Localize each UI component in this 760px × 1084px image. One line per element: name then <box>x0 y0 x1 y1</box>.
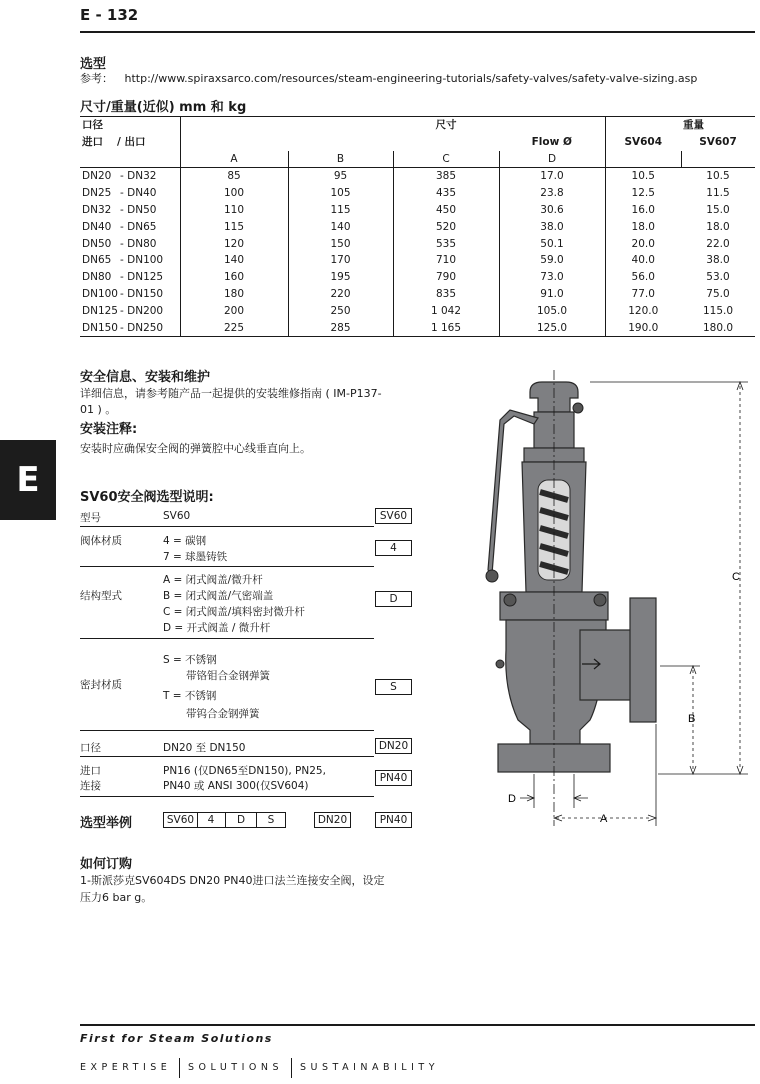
h-b: B <box>288 151 393 168</box>
h-a: A <box>180 151 288 168</box>
conn-value-1: PN16 (仅DN65至DN150), PN25, <box>163 765 326 777</box>
cell-d: 38.0 <box>499 219 605 236</box>
rule-6 <box>80 796 374 797</box>
cell-inlet: DN20 <box>82 170 112 183</box>
order-line1: 1-斯派莎克SV604DS DN20 PN40进口法兰连接安全阀，设定 <box>80 874 385 887</box>
example-box-6: PN40 <box>375 812 412 828</box>
cell-b: 250 <box>288 303 393 320</box>
cell-w1: 120.0 <box>605 303 681 320</box>
model-box: SV60 <box>375 508 412 524</box>
order-title: 如何订购 <box>80 857 133 872</box>
footer-separator <box>179 1058 180 1078</box>
cell-inlet: DN40 <box>82 220 112 233</box>
bolt <box>594 594 606 606</box>
example-box-2: 4 <box>197 812 226 828</box>
safety-text-line2: 01 ) 。 <box>80 403 117 416</box>
cell-w2: 38.0 <box>706 254 730 267</box>
cell-b: 105 <box>288 185 393 202</box>
cell-w1: 40.0 <box>605 252 681 269</box>
cell-c: 520 <box>393 219 499 236</box>
cell-c: 1 042 <box>393 303 499 320</box>
bolt <box>496 660 504 668</box>
cell-d: 30.6 <box>499 202 605 219</box>
cell-w2: 18.0 <box>706 220 730 233</box>
footer-tagline: First for Steam Solutions <box>80 1032 273 1045</box>
cell-w2: 22.0 <box>706 237 730 250</box>
dims-header-row-2 <box>80 134 755 151</box>
cell-w1: 190.0 <box>605 320 681 337</box>
cell-size <box>80 320 180 337</box>
cell-inlet: DN25 <box>82 187 112 200</box>
h-flow: Flow Ø <box>531 135 572 148</box>
cell-c: 790 <box>393 269 499 286</box>
seal-s2: 带铬钼合金钢弹簧 <box>186 670 270 682</box>
cell-w1: 56.0 <box>605 269 681 286</box>
cell-inlet: DN65 <box>82 254 112 267</box>
cell-a: 100 <box>180 185 288 202</box>
struct-d: D = 开式阀盖 / 微升杆 <box>163 622 271 634</box>
cell-c: 710 <box>393 252 499 269</box>
page-code: E - 132 <box>80 6 139 24</box>
footer-word-expertise: EXPERTISE <box>80 1062 172 1073</box>
model-value: SV60 <box>163 510 191 522</box>
h-d: D <box>499 151 605 168</box>
order-line2: 压力6 bar g。 <box>80 891 153 904</box>
bolt <box>504 594 516 606</box>
cell-c: 385 <box>393 168 499 185</box>
cell-a: 200 <box>180 303 288 320</box>
cell-w1: 12.5 <box>605 185 681 202</box>
size-label: 口径 <box>80 742 101 754</box>
body-label: 阀体材质 <box>80 535 122 547</box>
cell-w2: 15.0 <box>706 203 730 216</box>
section-tab: E <box>0 440 56 520</box>
h-dims: 尺寸 <box>435 119 457 131</box>
cell-inlet: DN150 <box>82 321 118 334</box>
cell-c: 1 165 <box>393 320 499 337</box>
lever-knob <box>486 570 498 582</box>
seal-t1: T = 不锈钢 <box>163 690 217 702</box>
dims-row <box>80 320 755 337</box>
cell-size <box>80 185 180 202</box>
rule-2 <box>80 566 374 567</box>
selection-ref <box>80 70 697 86</box>
cell-size <box>80 269 180 286</box>
label-b: B <box>688 713 696 725</box>
cell-outlet: - DN80 <box>120 237 157 250</box>
cell-a: 115 <box>180 219 288 236</box>
cell-outlet: - DN65 <box>120 220 157 233</box>
cell-size <box>80 168 180 185</box>
body-box: 4 <box>375 540 412 556</box>
seal-label: 密封材质 <box>80 679 122 691</box>
cell-inlet: DN125 <box>82 304 118 317</box>
cell-size <box>80 303 180 320</box>
cell-b: 220 <box>288 286 393 303</box>
footer-word-sustainability: SUSTAINABILITY <box>300 1062 440 1073</box>
cell-c: 450 <box>393 202 499 219</box>
cell-inlet: DN32 <box>82 203 112 216</box>
dim-c <box>590 382 748 774</box>
body-opt2: 7 = 球墨铸铁 <box>163 551 228 563</box>
cell-a: 140 <box>180 252 288 269</box>
cell-w2: 115.0 <box>702 304 734 317</box>
footer-separator <box>291 1058 292 1078</box>
ref-url[interactable]: http://www.spiraxsarco.com/resources/steam-engineering-tutorials/safety-valves/safety-valve-sizing.asp <box>124 72 698 85</box>
cell-d: 73.0 <box>499 269 605 286</box>
example-box-3: D <box>226 812 257 828</box>
struct-box: D <box>375 591 412 607</box>
rule-5 <box>80 756 374 757</box>
cell-a: 110 <box>180 202 288 219</box>
label-d: D <box>508 793 516 805</box>
struct-b: B = 闭式阀盖/气密端盖 <box>163 590 274 602</box>
cell-a: 225 <box>180 320 288 337</box>
cell-outlet: - DN40 <box>120 187 157 200</box>
cell-w1: 10.5 <box>605 168 681 185</box>
dims-row <box>80 303 755 320</box>
size-box: DN20 <box>375 738 412 754</box>
dims-row <box>80 269 755 286</box>
seal-t2: 带钨合金钢弹簧 <box>186 708 260 720</box>
cell-w2: 53.0 <box>706 271 730 284</box>
cell-outlet: - DN200 <box>120 304 164 317</box>
struct-label: 结构型式 <box>80 590 122 602</box>
cell-w2: 10.5 <box>706 170 730 183</box>
struct-c: C = 闭式阀盖/填料密封微升杆 <box>163 606 305 618</box>
bolt <box>573 403 583 413</box>
cell-w1: 18.0 <box>605 219 681 236</box>
model-label: 型号 <box>80 512 101 524</box>
cell-b: 285 <box>288 320 393 337</box>
example-box-1: SV60 <box>163 812 198 828</box>
cell-a: 160 <box>180 269 288 286</box>
dims-row <box>80 185 755 202</box>
dims-row <box>80 168 755 185</box>
cell-d: 105.0 <box>499 303 605 320</box>
cell-b: 140 <box>288 219 393 236</box>
cell-a: 180 <box>180 286 288 303</box>
cell-size <box>80 252 180 269</box>
cell-b: 150 <box>288 236 393 253</box>
cell-w1: 77.0 <box>605 286 681 303</box>
cell-inlet: DN100 <box>82 287 118 300</box>
dims-row <box>80 286 755 303</box>
cell-w2: 180.0 <box>702 321 734 334</box>
h-c: C <box>393 151 499 168</box>
h-size: 口径 <box>82 119 103 131</box>
cell-outlet: - DN32 <box>120 170 157 183</box>
cell-d: 50.1 <box>499 236 605 253</box>
order-text <box>80 872 384 906</box>
selection-title: 选型 <box>80 57 107 72</box>
body-opt1: 4 = 碳钢 <box>163 535 207 547</box>
dims-row <box>80 202 755 219</box>
conn-label-2: 连接 <box>80 780 101 792</box>
dims-row <box>80 236 755 253</box>
valve-outlet <box>580 630 634 700</box>
cell-c: 835 <box>393 286 499 303</box>
rule-3 <box>80 638 374 639</box>
dims-title: 尺寸/重量(近似) mm 和 kg <box>80 100 247 115</box>
rule-4 <box>80 730 374 731</box>
valve-outlet-flange <box>630 598 656 722</box>
cell-w2: 75.0 <box>706 287 730 300</box>
safety-title: 安全信息、安装和维护 <box>80 370 211 385</box>
conn-box: PN40 <box>375 770 412 786</box>
cell-outlet: - DN250 <box>120 321 164 334</box>
cell-outlet: - DN150 <box>120 287 164 300</box>
seal-box: S <box>375 679 412 695</box>
cell-outlet: - DN125 <box>120 271 164 284</box>
size-value: DN20 至 DN150 <box>163 742 246 754</box>
cell-w2: 11.5 <box>706 187 730 200</box>
dims-header-row-1 <box>80 117 755 134</box>
cell-c: 435 <box>393 185 499 202</box>
h-sv607: SV607 <box>699 135 737 148</box>
conn-value-2: PN40 或 ANSI 300(仅SV604) <box>163 780 309 792</box>
cell-a: 85 <box>180 168 288 185</box>
label-a: A <box>600 813 608 825</box>
cell-size <box>80 202 180 219</box>
cell-inlet: DN50 <box>82 237 112 250</box>
valve-drawing <box>430 370 756 830</box>
h-outlet: / 出口 <box>117 135 146 148</box>
example-box-5: DN20 <box>314 812 351 828</box>
cell-size <box>80 219 180 236</box>
selguide-title: SV60安全阀选型说明: <box>80 490 214 505</box>
cell-b: 195 <box>288 269 393 286</box>
example-box-4: S <box>257 812 286 828</box>
ref-label: 参考： <box>80 72 113 85</box>
dims-table <box>80 116 755 337</box>
cell-a: 120 <box>180 236 288 253</box>
cell-w1: 20.0 <box>605 236 681 253</box>
safety-text-line1: 详细信息，请参考随产品一起提供的安装维修指南 ( IM-P137- <box>80 387 382 400</box>
footer-rule <box>80 1024 755 1026</box>
rule-1 <box>80 526 374 527</box>
conn-label-1: 进口 <box>80 765 101 777</box>
h-sv604: SV604 <box>605 134 681 151</box>
cell-b: 95 <box>288 168 393 185</box>
cell-inlet: DN80 <box>82 271 112 284</box>
install-text: 安装时应确保安全阀的弹簧腔中心线垂直向上。 <box>80 442 311 455</box>
safety-text <box>80 386 420 418</box>
dims-row <box>80 219 755 236</box>
cell-d: 23.8 <box>499 185 605 202</box>
cell-outlet: - DN100 <box>120 254 164 267</box>
cell-w1: 16.0 <box>605 202 681 219</box>
cell-d: 91.0 <box>499 286 605 303</box>
h-weight: 重量 <box>683 119 704 131</box>
cell-outlet: - DN50 <box>120 203 157 216</box>
seal-s1: S = 不锈钢 <box>163 654 217 666</box>
cell-c: 535 <box>393 236 499 253</box>
label-c: C <box>732 571 740 583</box>
example-label: 选型举例 <box>80 816 133 831</box>
cell-d: 59.0 <box>499 252 605 269</box>
cell-size <box>80 286 180 303</box>
cell-d: 17.0 <box>499 168 605 185</box>
h-inlet: 进口 <box>82 135 103 148</box>
footer-word-solutions: SOLUTIONS <box>188 1062 283 1073</box>
dims-header-row-3 <box>80 151 755 168</box>
cell-b: 170 <box>288 252 393 269</box>
dims-row <box>80 252 755 269</box>
install-title: 安装注释: <box>80 422 138 437</box>
cell-size <box>80 236 180 253</box>
cell-d: 125.0 <box>499 320 605 337</box>
cell-b: 115 <box>288 202 393 219</box>
struct-a: A = 闭式阀盖/微升杆 <box>163 574 263 586</box>
header-rule <box>80 31 755 33</box>
